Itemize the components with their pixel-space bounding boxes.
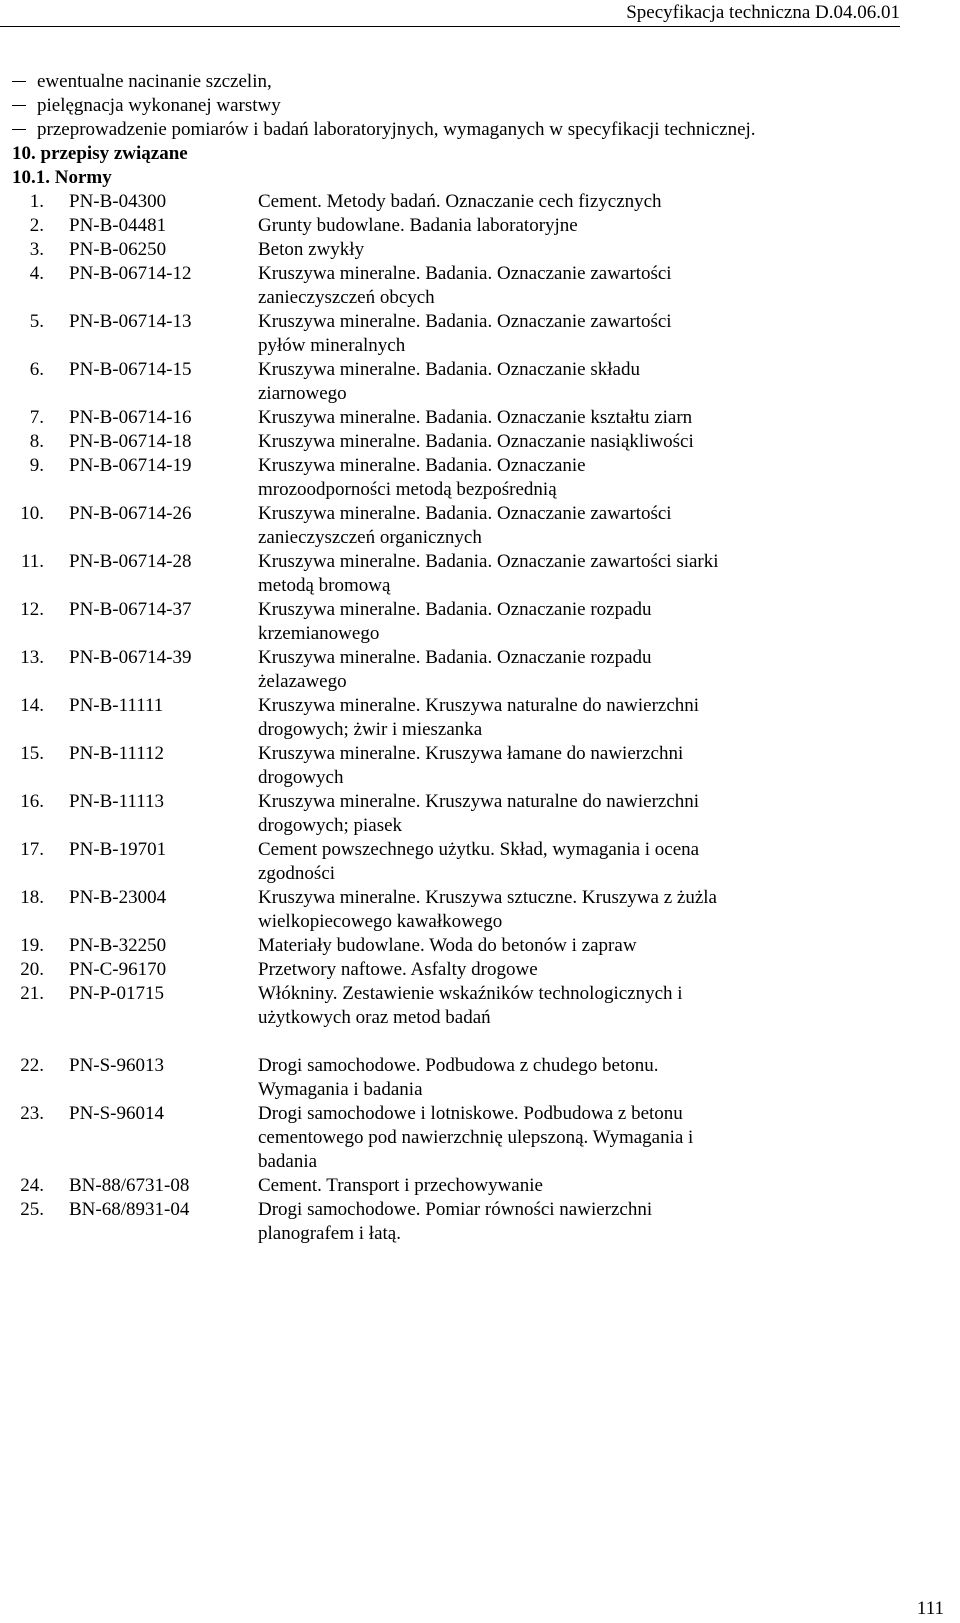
norm-description	[258, 694, 900, 742]
norm-description	[258, 454, 900, 502]
norm-code: PN-B-11112	[69, 743, 164, 764]
norm-description	[258, 934, 900, 958]
norm-number: 11.	[20, 551, 44, 572]
norm-description-line: Cement. Metody badań. Oznaczanie cech fizycznych	[258, 191, 662, 212]
norm-description-line: Drogi samochodowe i lotniskowe. Podbudowa z betonu	[258, 1103, 683, 1124]
norm-number: 15.	[20, 743, 44, 764]
norm-row	[12, 838, 900, 886]
norm-description	[258, 1174, 900, 1198]
norm-number: 7.	[29, 407, 44, 428]
norm-description	[258, 190, 900, 214]
norm-code: PN-B-04481	[69, 215, 167, 236]
norm-row	[12, 262, 900, 310]
norm-number: 6.	[29, 359, 44, 380]
norm-row	[12, 214, 900, 238]
norm-code: PN-B-11113	[69, 791, 164, 812]
norm-description-line: Przetwory naftowe. Asfalty drogowe	[258, 959, 538, 980]
norm-description	[258, 742, 900, 790]
norm-description	[258, 358, 900, 406]
norm-number: 16.	[20, 791, 44, 812]
bullet-item	[12, 94, 900, 118]
norm-description	[258, 550, 900, 598]
bullet-text: przeprowadzenie pomiarów i badań laboratoryjnych, wymaganych w specyfikacji technicznej.	[37, 119, 756, 140]
norm-number: 19.	[20, 935, 44, 956]
norm-code: PN-B-06714-19	[69, 455, 192, 476]
norm-row	[12, 598, 900, 646]
norm-description	[258, 502, 900, 550]
norm-row	[12, 1174, 900, 1198]
norm-row	[12, 550, 900, 598]
norm-description-line: Grunty budowlane. Badania laboratoryjne	[258, 215, 578, 236]
norm-code: PN-P-01715	[69, 983, 165, 1004]
norm-code: PN-B-04300	[69, 191, 167, 212]
norm-row	[12, 646, 900, 694]
norm-description-line: Kruszywa mineralne. Kruszywa naturalne do nawierzchni	[258, 791, 700, 812]
norm-code: PN-B-06714-12	[69, 263, 192, 284]
norm-code: PN-B-06714-18	[69, 431, 192, 452]
dash-icon	[12, 105, 26, 106]
norm-description-line: metodą bromową	[258, 575, 391, 596]
norm-code: PN-B-11111	[69, 695, 164, 716]
norm-description	[258, 982, 900, 1030]
norm-description-line: Kruszywa mineralne. Kruszywa naturalne do nawierzchni	[258, 695, 700, 716]
norm-description-line: Włókniny. Zestawienie wskaźników technologicznych i	[258, 983, 683, 1004]
norm-row	[12, 454, 900, 502]
norm-row	[12, 1054, 900, 1102]
norm-description-line: Kruszywa mineralne. Kruszywa łamane do nawierzchni	[258, 743, 684, 764]
norm-code: BN-88/6731-08	[69, 1175, 190, 1196]
norm-description-line: użytkowych oraz metod badań	[258, 1007, 491, 1028]
norm-description-line: drogowych; żwir i mieszanka	[258, 719, 483, 740]
norm-number: 25.	[20, 1199, 44, 1220]
norm-number: 3.	[29, 239, 44, 260]
section-heading: 10. przepisy związane	[12, 143, 188, 164]
norm-code: PN-B-06714-16	[69, 407, 192, 428]
norm-number: 22.	[20, 1055, 44, 1076]
norm-code: PN-B-23004	[69, 887, 167, 908]
norm-description	[258, 598, 900, 646]
norm-description-line: zanieczyszczeń obcych	[258, 287, 435, 308]
norm-code: PN-S-96014	[69, 1103, 165, 1124]
norm-description-line: krzemianowego	[258, 623, 380, 644]
norm-number: 5.	[29, 311, 44, 332]
norm-description	[258, 214, 900, 238]
dash-icon	[12, 129, 26, 130]
norm-row	[12, 790, 900, 838]
norm-row	[12, 406, 900, 430]
norm-description-line: Kruszywa mineralne. Badania. Oznaczanie zawartości	[258, 263, 672, 284]
norm-code: PN-S-96013	[69, 1055, 165, 1076]
page-number: 111	[916, 1598, 944, 1619]
norm-description-line: drogowych	[258, 767, 344, 788]
norm-description-line: zanieczyszczeń organicznych	[258, 527, 482, 548]
norm-number: 4.	[29, 263, 44, 284]
subsection-heading: 10.1. Normy	[12, 167, 112, 188]
norm-row	[12, 310, 900, 358]
norm-row	[12, 358, 900, 406]
norm-description	[258, 790, 900, 838]
norm-description-line: Kruszywa mineralne. Badania. Oznaczanie	[258, 455, 586, 476]
norm-row	[12, 982, 900, 1030]
norm-description-line: Beton zwykły	[258, 239, 365, 260]
bullet-text: pielęgnacja wykonanej warstwy	[37, 95, 281, 116]
bullet-item	[12, 70, 900, 94]
norm-description-line: Kruszywa mineralne. Badania. Oznaczanie zawartości siarki	[258, 551, 719, 572]
norm-number: 14.	[20, 695, 44, 716]
norm-description-line: Kruszywa mineralne. Badania. Oznaczanie rozpadu	[258, 647, 652, 668]
norm-row	[12, 886, 900, 934]
norm-number: 24.	[20, 1175, 44, 1196]
norm-description-line: Drogi samochodowe. Podbudowa z chudego betonu.	[258, 1055, 659, 1076]
bullet-item	[12, 118, 900, 142]
norm-description-line: badania	[258, 1151, 318, 1172]
page-content	[12, 70, 900, 1246]
norm-description	[258, 838, 900, 886]
norm-description-line: drogowych; piasek	[258, 815, 403, 836]
norm-description-line: Kruszywa mineralne. Badania. Oznaczanie składu	[258, 359, 640, 380]
norm-code: PN-B-06714-15	[69, 359, 192, 380]
norm-code: PN-B-32250	[69, 935, 167, 956]
dash-icon	[12, 81, 26, 82]
norm-description-line: pyłów mineralnych	[258, 335, 406, 356]
norm-description-line: Kruszywa mineralne. Badania. Oznaczanie rozpadu	[258, 599, 652, 620]
norm-number: 23.	[20, 1103, 44, 1124]
norm-row	[12, 1102, 900, 1174]
norm-description	[258, 646, 900, 694]
norm-description	[258, 262, 900, 310]
norm-description-line: Kruszywa mineralne. Badania. Oznaczanie kształtu ziarn	[258, 407, 693, 428]
norm-description-line: Kruszywa mineralne. Badania. Oznaczanie zawartości	[258, 503, 672, 524]
norm-description-line: żelazawego	[258, 671, 347, 692]
norm-row	[12, 502, 900, 550]
norm-description-line: ziarnowego	[258, 383, 347, 404]
norm-description-line: wielkopiecowego kawałkowego	[258, 911, 503, 932]
norm-code: PN-B-06714-37	[69, 599, 192, 620]
norm-number: 18.	[20, 887, 44, 908]
norms-list	[12, 190, 900, 1246]
norm-description-line: Materiały budowlane. Woda do betonów i zapraw	[258, 935, 637, 956]
norm-number: 21.	[20, 983, 44, 1004]
norm-description	[258, 1198, 900, 1246]
norm-code: PN-B-06714-39	[69, 647, 192, 668]
norm-code: PN-C-96170	[69, 959, 167, 980]
norm-code: PN-B-06714-26	[69, 503, 192, 524]
norm-description-line: zgodności	[258, 863, 336, 884]
norm-number: 1.	[29, 191, 44, 212]
norm-number: 20.	[20, 959, 44, 980]
norm-number: 13.	[20, 647, 44, 668]
norm-code: BN-68/8931-04	[69, 1199, 190, 1220]
norm-row	[12, 694, 900, 742]
norm-row	[12, 1198, 900, 1246]
norm-row	[12, 934, 900, 958]
norm-row	[12, 190, 900, 214]
norm-description	[258, 958, 900, 982]
norm-code: PN-B-06714-13	[69, 311, 192, 332]
norm-description	[258, 430, 900, 454]
norm-row	[12, 742, 900, 790]
norm-description-line: Wymagania i badania	[258, 1079, 423, 1100]
norm-row	[12, 238, 900, 262]
norm-number: 10.	[20, 503, 44, 524]
norm-number: 17.	[20, 839, 44, 860]
norm-description	[258, 310, 900, 358]
norm-row	[12, 430, 900, 454]
bullet-text: ewentualne nacinanie szczelin,	[37, 71, 272, 92]
norm-number: 8.	[29, 431, 44, 452]
norm-code: PN-B-06714-28	[69, 551, 192, 572]
norm-number: 12.	[20, 599, 44, 620]
norm-description-line: Drogi samochodowe. Pomiar równości nawierzchni	[258, 1199, 653, 1220]
norm-description-line: Kruszywa mineralne. Badania. Oznaczanie nasiąkliwości	[258, 431, 694, 452]
norm-description-line: planografem i łatą.	[258, 1223, 401, 1244]
norm-description-line: Kruszywa mineralne. Kruszywa sztuczne. Kruszywa z żużla	[258, 887, 717, 908]
norm-description-line: cementowego pod nawierzchnię ulepszoną. Wymagania i	[258, 1127, 694, 1148]
norm-description-line: Kruszywa mineralne. Badania. Oznaczanie zawartości	[258, 311, 672, 332]
norm-description-line: Cement. Transport i przechowywanie	[258, 1175, 543, 1196]
header-rule	[0, 26, 900, 27]
norm-description	[258, 406, 900, 430]
norm-code: PN-B-19701	[69, 839, 167, 860]
norm-row	[12, 958, 900, 982]
norm-description	[258, 886, 900, 934]
norm-code: PN-B-06250	[69, 239, 167, 260]
norm-number: 2.	[29, 215, 44, 236]
norm-description	[258, 238, 900, 262]
norm-description	[258, 1102, 900, 1174]
norm-description-line: mrozoodporności metodą bezpośrednią	[258, 479, 557, 500]
norm-number: 9.	[29, 455, 44, 476]
norm-description	[258, 1054, 900, 1102]
running-header: Specyfikacja techniczna D.04.06.01	[626, 2, 900, 23]
norm-description-line: Cement powszechnego użytku. Skład, wymagania i ocena	[258, 839, 700, 860]
